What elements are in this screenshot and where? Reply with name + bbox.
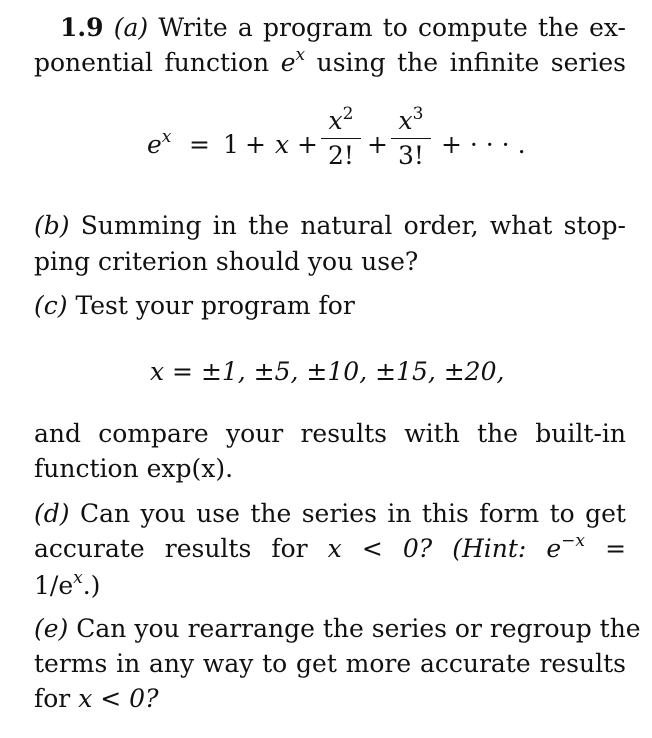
frac2-num-base: x (398, 106, 413, 135)
part-d-line1 (34, 498, 626, 530)
part-a-line2 (34, 47, 626, 82)
frac2-den: 3! (398, 141, 424, 170)
part-a-line2-post: using the infinite series (316, 48, 627, 77)
test-values-equation: x = ±1, ±5, ±10, ±15, ±20, (150, 357, 505, 386)
hint-exp: −x (561, 531, 586, 551)
hint-equals: = (605, 534, 627, 563)
series-fraction-1 (319, 104, 363, 173)
part-c-line1 (34, 290, 626, 322)
part-d-line1-text: Can you use the series in this form to get (79, 499, 626, 528)
part-a-label: (a) (113, 13, 149, 42)
series-fraction-2 (389, 104, 433, 173)
part-d-line2 (34, 533, 626, 568)
part-a-math-exp: x (295, 45, 306, 65)
frac1-num-exp: 2 (342, 104, 354, 124)
part-e-line1 (34, 613, 641, 645)
series-lhs-base: e (147, 130, 162, 159)
part-c-line4: function exp(x). (34, 454, 234, 483)
series-equals: = (189, 130, 210, 159)
part-d-label: (d) (34, 499, 70, 528)
part-b-line1 (34, 210, 626, 242)
part-e-line3-pre: for (34, 684, 71, 713)
frac1-num-base: x (328, 106, 343, 135)
part-a-line2-pre: ponential function (34, 48, 270, 77)
part-d-line2-pre: accurate results for (34, 534, 308, 563)
series-plus-1: + (245, 130, 266, 159)
problem-heading-line (60, 12, 626, 44)
part-e-label: (e) (34, 614, 69, 643)
series-plus-3: + (367, 130, 388, 159)
problem-number: 1.9 (60, 13, 104, 42)
part-b-line2: ping criterion should you use? (34, 247, 419, 276)
part-a-math-base: e (280, 48, 296, 77)
part-a-line1: Write a program to compute the ex- (158, 13, 626, 42)
part-d-line3-exp: x (73, 568, 83, 588)
part-e-line1-text: Can you rearrange the series or regroup the (76, 614, 641, 643)
series-term-x: x (275, 130, 290, 159)
part-d-math: x < 0? (327, 534, 433, 563)
hint-base: e (546, 534, 562, 563)
series-tail: + · · · . (441, 130, 526, 159)
series-term-1: 1 (223, 130, 239, 159)
part-c-label: (c) (34, 291, 68, 320)
series-lhs-exp: x (161, 127, 172, 147)
part-e-line3 (34, 683, 626, 715)
part-b-label: (b) (34, 211, 70, 240)
part-e-line2: terms in any way to get more accurate results (34, 649, 626, 678)
part-e-math: x < 0? (78, 684, 159, 713)
part-d-line3 (34, 570, 626, 605)
part-d-line3-close: .) (82, 571, 101, 600)
series-plus-2: + (297, 130, 318, 159)
part-c-line1-text: Test your program for (75, 291, 355, 320)
frac2-num-exp: 3 (412, 104, 424, 124)
hint-label: (Hint: (452, 534, 527, 563)
part-d-line3-text: 1/e (34, 571, 74, 600)
part-b-line1-text: Summing in the natural order, what stop- (80, 211, 626, 240)
part-c-line3: and compare your results with the built-in (34, 419, 626, 448)
frac1-den: 2! (328, 141, 354, 170)
